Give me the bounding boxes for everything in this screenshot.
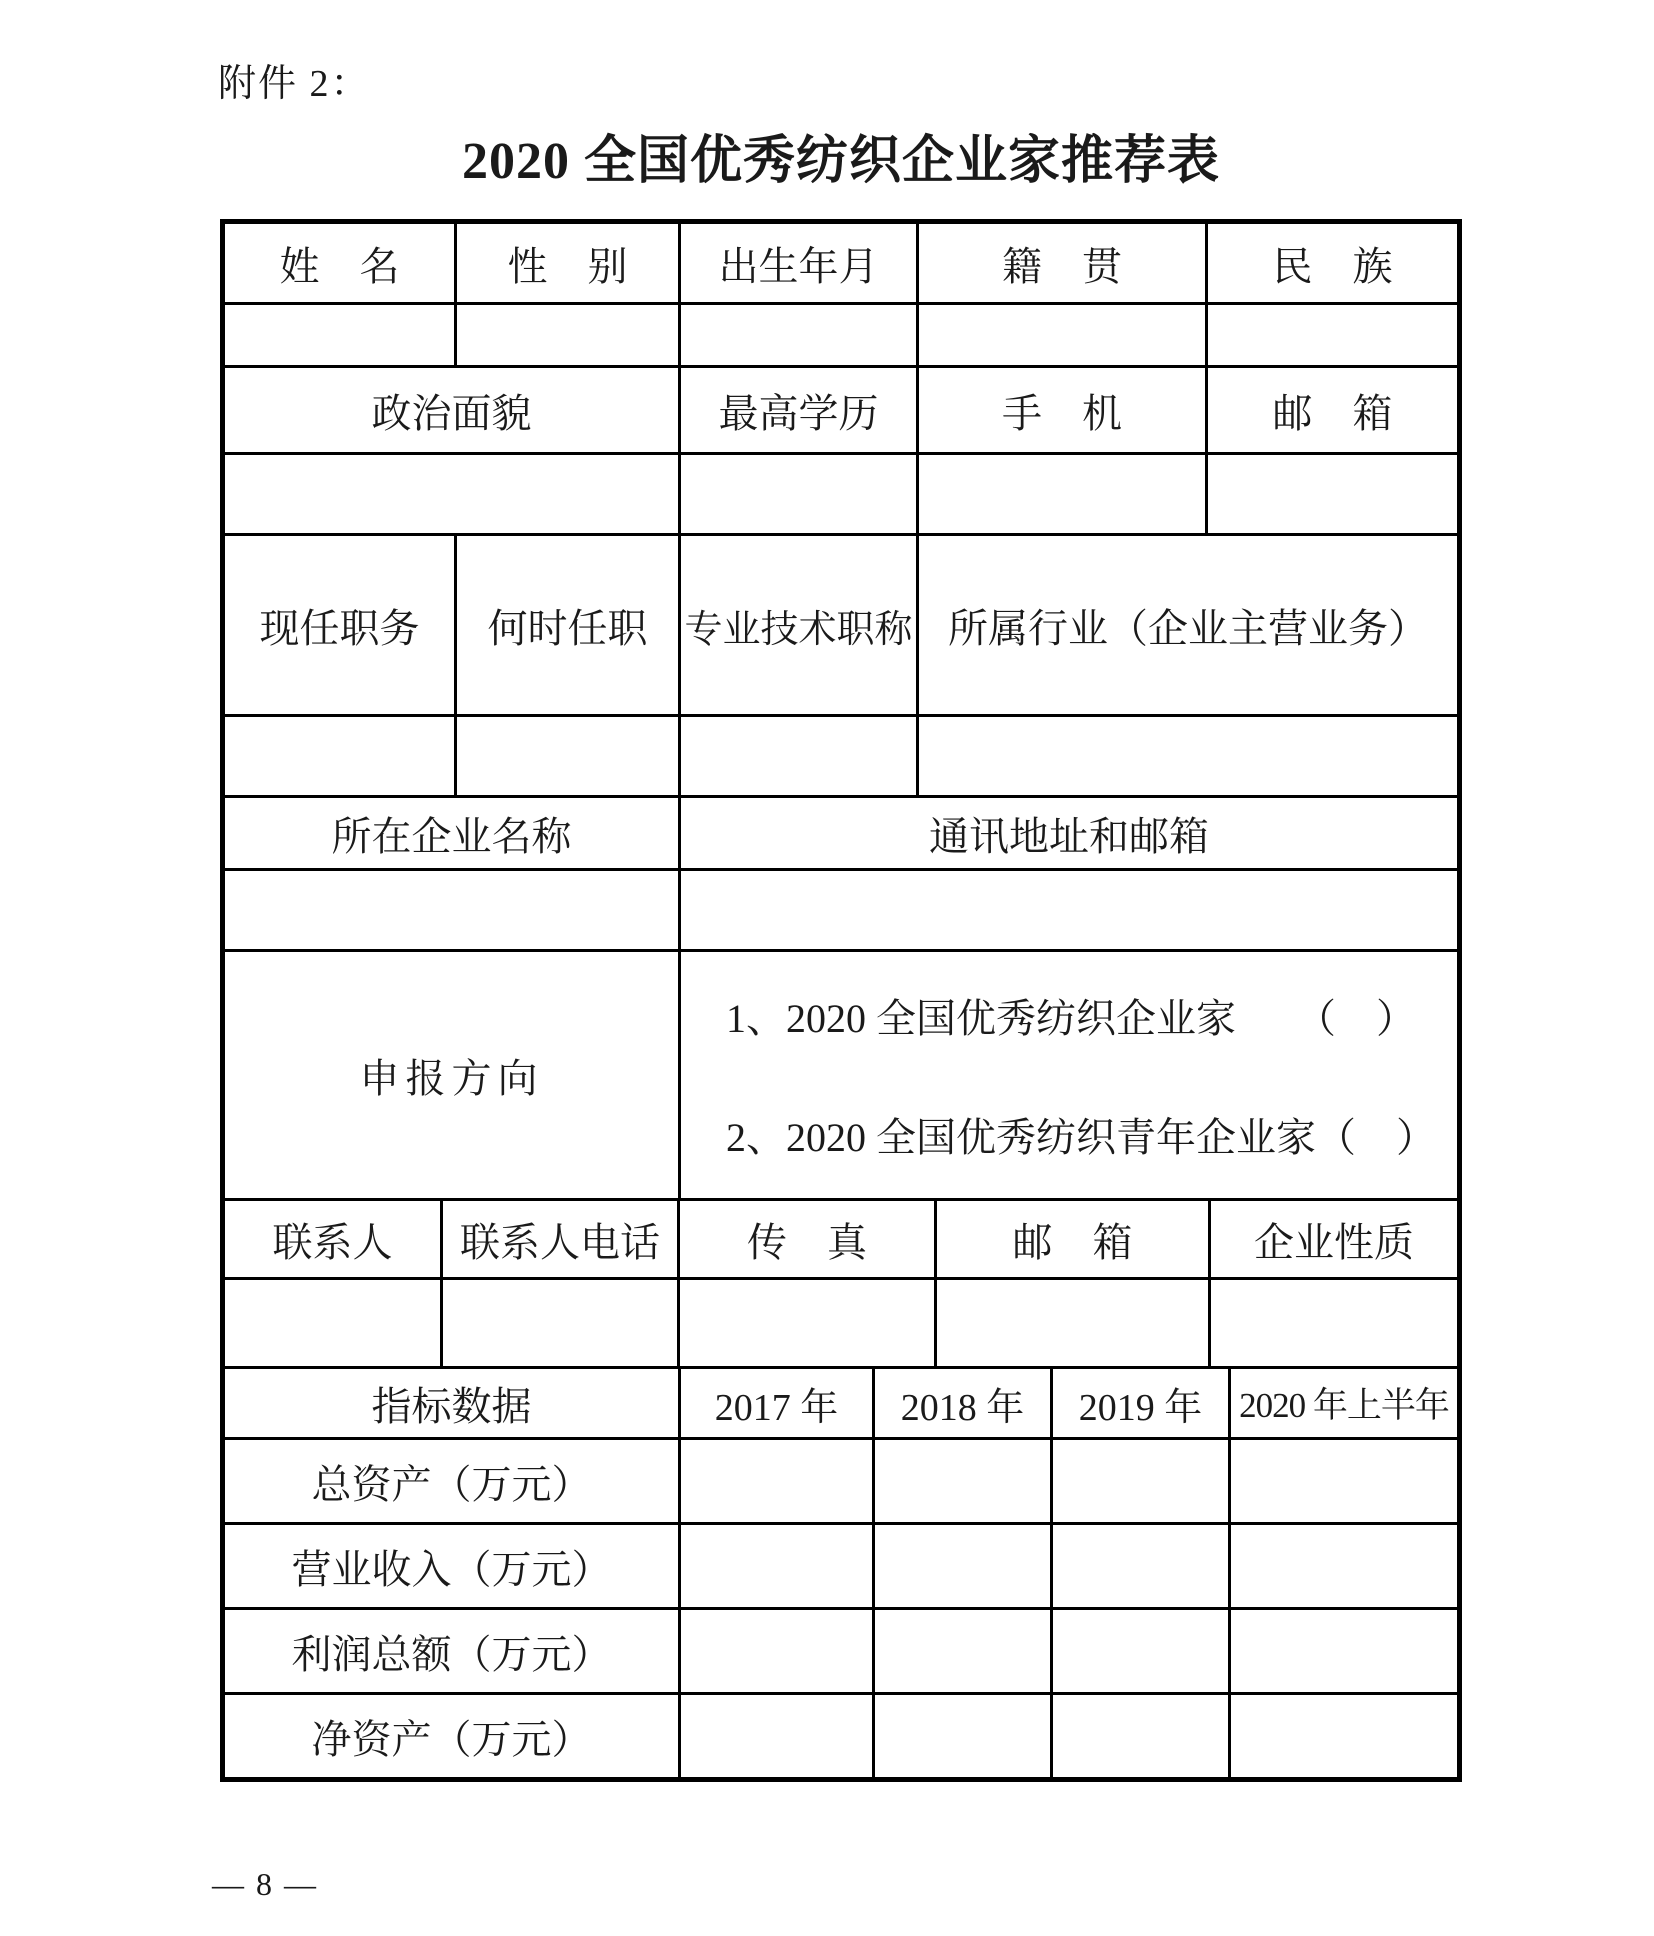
header-email: 邮 箱 [1205,368,1457,452]
row-contactperson-headers [225,1198,1457,1277]
row-company-inputs [225,868,1457,949]
input-total-assets-2018[interactable] [872,1440,1050,1522]
input-total-assets-2019[interactable] [1050,1440,1228,1522]
header-year-2018: 2018 年 [872,1369,1050,1437]
input-net-assets-2018[interactable] [872,1695,1050,1777]
page-title: 2020 全国优秀纺织企业家推荐表 [461,133,1220,190]
input-native-place[interactable] [916,305,1205,365]
input-mobile[interactable] [916,455,1205,533]
header-name: 姓 名 [279,243,400,289]
row-declaration [225,949,1457,1198]
row-total-assets [225,1437,1457,1522]
header-mailing-address: 通讯地址和邮箱 [678,798,1457,868]
input-net-assets-2019[interactable] [1050,1695,1228,1777]
input-political-status[interactable] [225,455,678,533]
header-industry: 所属行业（企业主营业务） [916,536,1457,714]
row-contactinfo-inputs [225,452,1457,533]
input-contact-person[interactable] [225,1280,440,1366]
input-contact-phone[interactable] [440,1280,677,1366]
attachment-label: 附件 2： [218,63,371,105]
input-mailing-address[interactable] [678,871,1457,949]
header-tenure-start: 何时任职 [454,536,678,714]
header-native-place: 籍 贯 [916,224,1205,302]
metric-label-net-assets: 净资产（万元） [311,1716,592,1762]
input-operating-revenue-2019[interactable] [1050,1525,1228,1607]
header-gender: 性 别 [454,224,678,302]
metrics-label: 指标数据 [371,1383,532,1429]
input-name[interactable] [225,305,454,365]
declaration-option-2: 2、2020 全国优秀纺织青年企业家（ ） [726,1115,1436,1160]
input-total-assets-2020h1[interactable] [1228,1440,1457,1522]
input-gender[interactable] [454,305,678,365]
recommendation-form-table [220,219,1462,1782]
row-contactperson-inputs [225,1277,1457,1366]
header-ethnicity: 民 族 [1205,224,1457,302]
input-total-profit-2019[interactable] [1050,1610,1228,1692]
input-ethnicity[interactable] [1205,305,1457,365]
metric-label-operating-revenue: 营业收入（万元） [291,1546,612,1592]
page-number: — 8 — [212,1866,318,1902]
input-net-assets-2020h1[interactable] [1228,1695,1457,1777]
input-industry[interactable] [916,717,1457,795]
header-year-2020h1: 2020 年上半年 [1228,1369,1457,1437]
metric-label-total-assets: 总资产（万元） [311,1461,592,1507]
row-company-headers [225,795,1457,868]
input-contact-email[interactable] [934,1280,1208,1366]
input-total-assets-2017[interactable] [678,1440,872,1522]
input-net-assets-2017[interactable] [678,1695,872,1777]
row-position-inputs [225,714,1457,795]
header-current-position: 现任职务 [259,605,420,651]
header-enterprise-type: 企业性质 [1208,1201,1457,1277]
input-company-name[interactable] [225,871,678,949]
header-contact-email: 邮 箱 [934,1201,1208,1277]
header-contact-phone: 联系人电话 [440,1201,677,1277]
header-mobile: 手 机 [916,368,1205,452]
declaration-label: 申报方向 [359,1055,544,1101]
row-contactinfo-headers [225,365,1457,452]
declaration-option-1: 1、2020 全国优秀纺织企业家 （ ） [726,996,1416,1041]
header-year-2017: 2017 年 [678,1369,872,1437]
row-basic-headers [225,224,1457,302]
row-total-profit [225,1607,1457,1692]
input-total-profit-2020h1[interactable] [1228,1610,1457,1692]
header-year-2019: 2019 年 [1050,1369,1228,1437]
row-position-headers [225,533,1457,714]
input-total-profit-2017[interactable] [678,1610,872,1692]
row-operating-revenue [225,1522,1457,1607]
header-company-name: 所在企业名称 [331,813,572,859]
input-birthdate[interactable] [678,305,916,365]
input-fax[interactable] [677,1280,934,1366]
input-tenure-start[interactable] [454,717,678,795]
header-fax: 传 真 [677,1201,934,1277]
row-basic-inputs [225,302,1457,365]
row-net-assets [225,1692,1457,1777]
declaration-options-cell [678,952,1457,1198]
input-current-position[interactable] [225,717,454,795]
input-operating-revenue-2018[interactable] [872,1525,1050,1607]
input-professional-title[interactable] [678,717,916,795]
header-highest-education: 最高学历 [678,368,916,452]
row-metrics-headers [225,1366,1457,1437]
input-operating-revenue-2020h1[interactable] [1228,1525,1457,1607]
input-enterprise-type[interactable] [1208,1280,1457,1366]
header-birthdate: 出生年月 [678,224,916,302]
metric-label-total-profit: 利润总额（万元） [291,1631,612,1677]
input-highest-education[interactable] [678,455,916,533]
input-operating-revenue-2017[interactable] [678,1525,872,1607]
header-political-status: 政治面貌 [371,390,532,436]
input-email[interactable] [1205,455,1457,533]
input-total-profit-2018[interactable] [872,1610,1050,1692]
header-professional-title: 专业技术职称 [678,536,916,714]
header-contact-person: 联系人 [272,1219,393,1265]
